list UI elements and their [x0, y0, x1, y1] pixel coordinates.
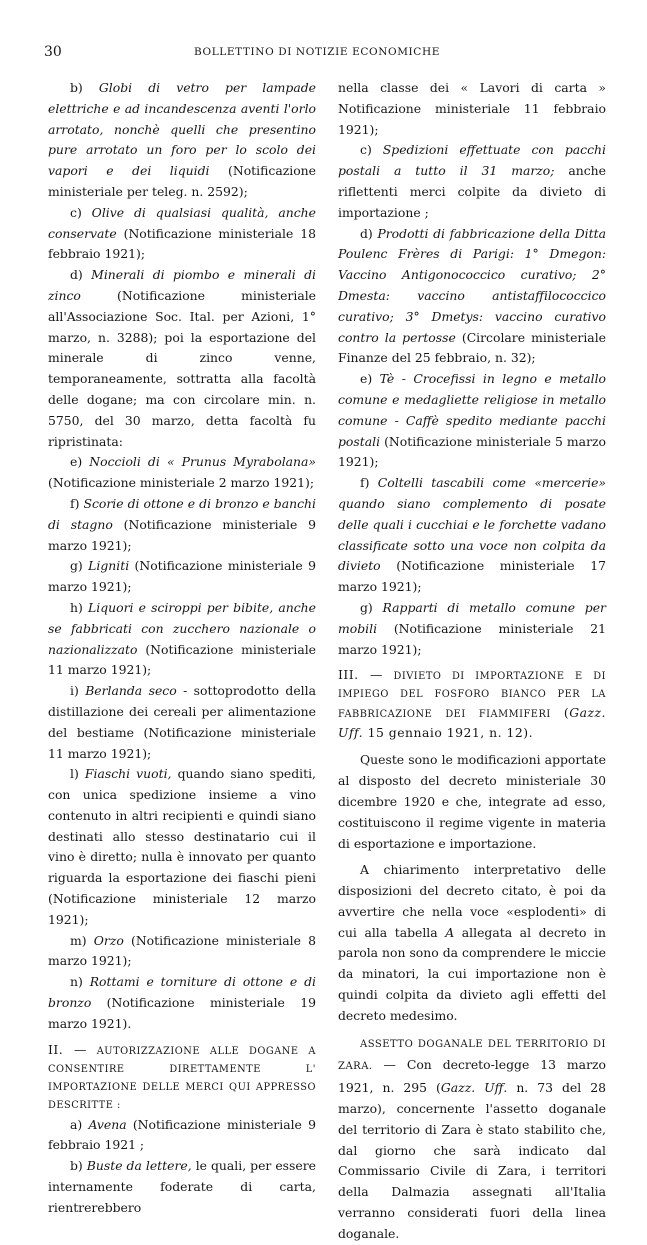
section-ii-item-a: a) Avena (Notificazione ministeriale 9 febbraio 1921 ; [48, 1116, 316, 1153]
item-e-right: e) Tè - Crocefissi in legno e metallo comune e medagliette religiose in metallo comune - Caffè spedito mediante pacchi postali (Notificazione ministeriale 5 marzo 1921); [338, 371, 606, 470]
section-iii-heading: III. — DIVIETO DI IMPORTAZIONE E DI IMPIEGO DEL FOSFORO BIANCO PER LA FABBRICAZIONE DEI FIAMMIFERI (Gazz. Uff. 15 gennaio 1921, n. 12). [338, 667, 607, 741]
item-g-right: g) Rapparti di metallo comune per mobili (Notificazione ministeriale 21 marzo 1921); [338, 599, 606, 657]
item-m: m) Orzo (Notificazione ministeriale 8 marzo 1921); [48, 932, 316, 969]
right-column [338, 78, 606, 1245]
section-ii-item-b: b) Buste da lettere, le quali, per essere internamente foderate di carta, rientrerebbero [48, 1158, 316, 1215]
item-f: f) Scorie di ottone e di bronzo e banchi di stagno (Notificazione ministeriale 9 marzo 1921); [48, 495, 316, 553]
item-c-right: c) Spedizioni effettuate con pacchi postali a tutto il 31 marzo; anche riflettenti merci colpite da divieto di importazione ; [338, 142, 606, 220]
item-c: c) Olive di qualsiasi qualità, anche conservate (Notificazione ministeriale 18 febbraio 1921); [48, 204, 316, 262]
item-n: n) Rottami e torniture di ottone e di bronzo (Notificazione ministeriale 19 marzo 1921). [48, 974, 316, 1031]
section-ii-heading: II. — AUTORIZZAZIONE ALLE DOGANE A CONSENTIRE DIRETTAMENTE L' IMPORTAZIONE DELLE MERCI QUI APPRESSO DESCRITTE : [48, 1041, 316, 1111]
item-g: g) Ligniti (Notificazione ministeriale 9 marzo 1921); [48, 558, 316, 595]
item-l: l) Fiaschi vuoti, quando siano spediti, con unica spedizione insieme a vino contenuto in altri recipienti e quindi siano destinati allo stesso destinatario cui il vino è diretto; nulla è innovato per quanto riguarda la esportazione dei fiaschi pieni (Notificazione ministeriale 12 marzo 1921); [48, 766, 316, 927]
page-header [44, 44, 609, 64]
item-e: e) Noccioli di « Prunus Myrabolana» (Notificazione ministeriale 2 marzo 1921); [48, 454, 316, 491]
left-column [48, 78, 316, 1219]
paragraph-clarification: A chiarimento interpretativo delle disposizioni del decreto citato, è poi da avvertire che nella voce «esplodenti» di cui alla tabella A allegata al decreto in parola non sono da comprendere le miccie da minatori, la cui importazione non è quindi colpita da divieto agli effetti del decreto medesimo. [338, 862, 607, 1023]
item-i: i) Berlanda seco - sottoprodotto della distillazione dei cereali per alimentazione del bestiame (Notificazione ministeriale 11 marzo 1921); [48, 683, 316, 761]
item-d: d) Minerali di piombo e minerali di zinco (Notificazione ministeriale all'Associazione Soc. Ital. per Azioni, 1° marzo, n. 3288); poi la esportazione del minerale di zinco venne, temporaneamente, sottratta alla facoltà delle dogane; ma con circolare min. n. 5750, del 30 marzo, detta facoltà fu ripristinata: [48, 267, 316, 449]
item-h: h) Liquori e sciroppi per bibite, anche se fabbricati con zucchero nazionale o nazionalizzato (Notificazione ministeriale 11 marzo 1921); [48, 599, 316, 678]
paragraph-zara: ASSETTO DOGANALE DEL TERRITORIO DI ZARA. — Con decreto-legge 13 marzo 1921, n. 295 (Gazz. Uff. n. 73 del 28 marzo), concernente l'assetto doganale del territorio di Zara è stato stabilito che, dal giorno che sarà indicato dal Commissario Civile di Zara, i territori della Dalmazia assegnati all'Italia verranno considerati fuori della linea doganale. [338, 1038, 606, 1241]
page-number: 30 [44, 44, 62, 60]
paragraph-modifications: Queste sono le modificazioni apportate al disposto del decreto ministeriale 30 dicembre 1920 e che, integrate ad esso, costituiscono il regime vigente in materia di esportazione e importazione. [338, 752, 606, 851]
item-f-right: f) Coltelli tascabili come «mercerie» quando siano complemento di posate delle quali i cucchiai e le forchette vadano classificate sotto una voce non colpita da divieto (Notificazione ministeriale 17 marzo 1921); [338, 475, 606, 595]
zara-heading: ASSETTO DOGANALE DEL TERRITORIO DI ZARA. [338, 1038, 606, 1073]
continuation-text: nella classe dei « Lavori di carta » Notificazione ministeriale 11 febbraio 1921); [338, 80, 606, 137]
item-b: b) Globi di vetro per lampade elettriche e ad incandescenza aventi l'orlo arrotato, nonchè quelli che presentino pure arrotato un foro per lo scolo dei vapori e dei liquidi (Notificazione ministeriale per teleg. n. 2592); [48, 80, 316, 199]
item-d-right: d) Prodotti di fabbricazione della Ditta Poulenc Frères di Parigi: 1° Dmegon: Vaccino Antigonococcico curativo; 2° Dmesta: vaccino antistaffilococcico curativo; 3° Dmetys: vaccino curativo contro la pertosse (Circolare ministeriale Finanze del 25 febbraio, n. 32); [338, 225, 606, 366]
running-title: BOLLETTINO DI NOTIZIE ECONOMICHE [194, 46, 440, 58]
